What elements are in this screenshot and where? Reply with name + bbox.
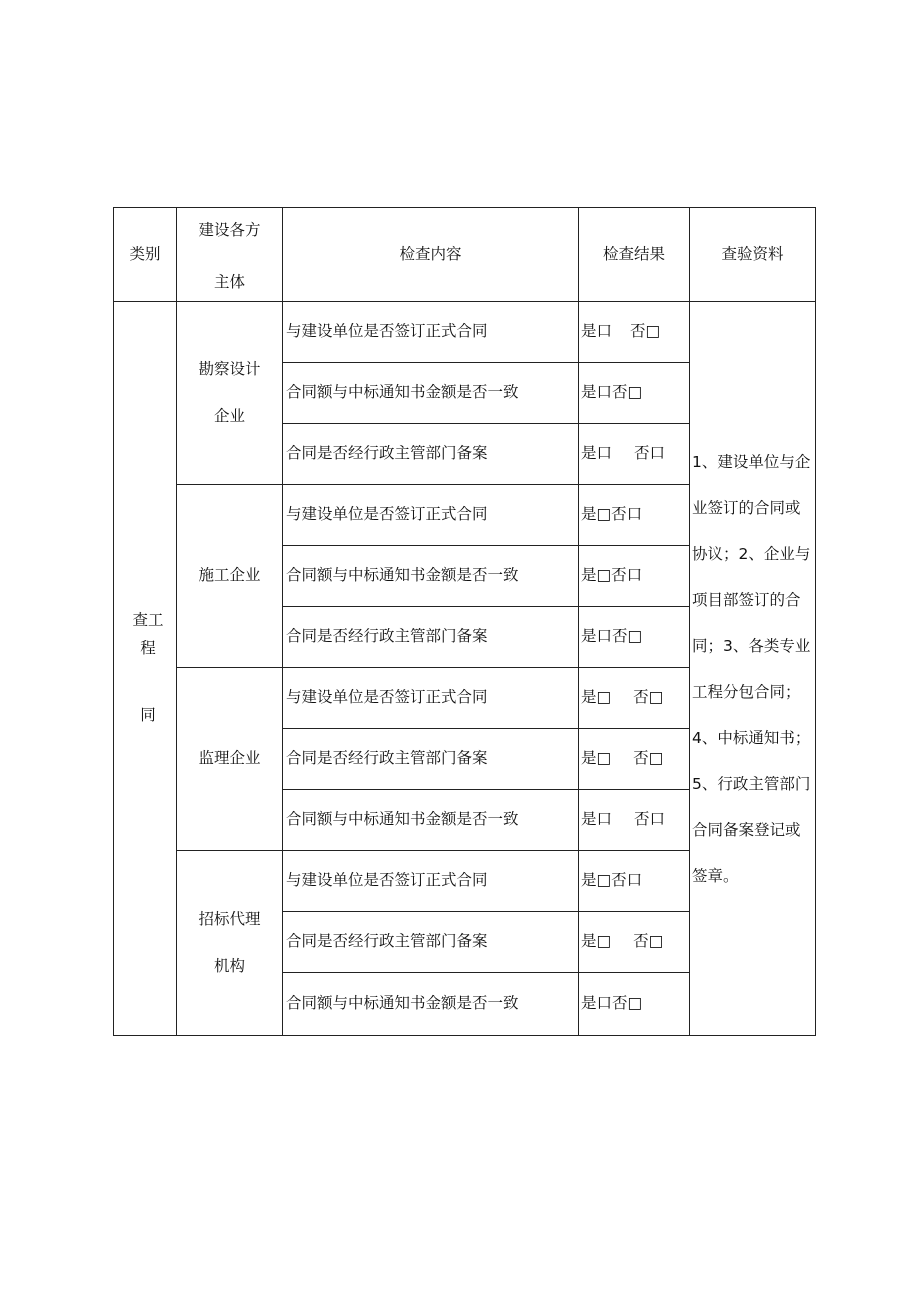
check-content: 与建设单位是否签订正式合同 [283, 851, 579, 912]
result-no-checkbox[interactable]: 否口 [611, 505, 643, 524]
result-no-checkbox[interactable]: 否□ [633, 749, 664, 768]
check-content: 与建设单位是否签订正式合同 [283, 485, 579, 546]
result-no-checkbox[interactable]: 否□ [612, 627, 643, 646]
inspection-table [113, 207, 816, 1036]
check-content: 合同额与中标通知书金额是否一致 [283, 363, 579, 424]
check-result [579, 912, 690, 973]
check-content: 与建设单位是否签订正式合同 [283, 302, 579, 363]
result-no-checkbox[interactable]: 否□ [630, 322, 661, 341]
result-no-checkbox[interactable]: 否□ [633, 688, 664, 707]
entity-cell [177, 485, 283, 668]
entity-cell [177, 302, 283, 485]
result-no-checkbox[interactable]: 否口 [634, 810, 666, 829]
header-entity [177, 208, 283, 302]
result-no-checkbox[interactable]: 否□ [612, 383, 643, 402]
check-content: 合同是否经行政主管部门备案 [283, 912, 579, 973]
result-yes-checkbox[interactable]: 是口 [581, 627, 613, 646]
result-yes-checkbox[interactable]: 是口 [581, 810, 613, 829]
result-yes-checkbox[interactable]: 是口 [581, 994, 613, 1013]
header-category: 类别 [114, 208, 177, 302]
category-line2: 程 [140, 638, 156, 657]
check-content: 合同是否经行政主管部门备案 [283, 607, 579, 668]
check-result [579, 668, 690, 729]
check-result [579, 729, 690, 790]
entity-line1: 勘察设计 [198, 359, 261, 378]
result-yes-checkbox[interactable]: 是口 [581, 322, 613, 341]
check-result [579, 424, 690, 485]
header-entity-line1: 建设各方 [198, 220, 261, 239]
result-no-checkbox[interactable]: 否口 [611, 871, 643, 890]
entity-line1: 招标代理 [198, 909, 261, 928]
check-content: 合同额与中标通知书金额是否一致 [283, 973, 579, 1036]
header-content: 检查内容 [283, 208, 579, 302]
result-yes-checkbox[interactable]: 是□ [581, 932, 612, 951]
check-content: 合同额与中标通知书金额是否一致 [283, 790, 579, 851]
result-yes-checkbox[interactable]: 是□ [581, 505, 612, 524]
check-result [579, 607, 690, 668]
category-line3: 同 [140, 706, 156, 725]
check-result [579, 485, 690, 546]
check-result [579, 363, 690, 424]
docs-cell [690, 302, 816, 1036]
check-content: 合同是否经行政主管部门备案 [283, 729, 579, 790]
entity-line1: 监理企业 [198, 749, 261, 768]
check-result [579, 790, 690, 851]
result-yes-checkbox[interactable]: 是□ [581, 688, 612, 707]
result-yes-checkbox[interactable]: 是口 [581, 383, 613, 402]
entity-line2: 机构 [213, 957, 245, 975]
check-content: 与建设单位是否签订正式合同 [283, 668, 579, 729]
entity-cell [177, 668, 283, 851]
result-yes-checkbox[interactable]: 是□ [581, 749, 612, 768]
check-content: 合同额与中标通知书金额是否一致 [283, 546, 579, 607]
entity-line1: 施工企业 [198, 566, 261, 585]
result-no-checkbox[interactable]: 否□ [633, 932, 664, 951]
check-result [579, 851, 690, 912]
result-no-checkbox[interactable]: 否口 [634, 444, 666, 463]
header-docs: 查验资料 [690, 208, 816, 302]
header-row [114, 208, 816, 302]
result-no-checkbox[interactable]: 否口 [611, 566, 643, 585]
result-yes-checkbox[interactable]: 是□ [581, 566, 612, 585]
check-result [579, 546, 690, 607]
header-result: 检查结果 [579, 208, 690, 302]
category-cell [114, 302, 177, 1036]
entity-line2: 企业 [213, 407, 245, 425]
category-line1: 查工 [132, 611, 164, 630]
entity-cell [177, 851, 283, 1036]
result-no-checkbox[interactable]: 否□ [612, 994, 643, 1013]
docs-text: 1、建设单位与企业签订的合同或协议；2、企业与项目部签订的合同；3、各类专业工程分包合同；4、中标通知书；5、行政主管部门合同备案登记或签章。 [692, 452, 811, 885]
check-result [579, 302, 690, 363]
table-row [114, 302, 816, 363]
result-yes-checkbox[interactable]: 是□ [581, 871, 612, 890]
check-result [579, 973, 690, 1036]
header-entity-line2: 主体 [213, 273, 245, 291]
check-content: 合同是否经行政主管部门备案 [283, 424, 579, 485]
result-yes-checkbox[interactable]: 是口 [581, 444, 613, 463]
